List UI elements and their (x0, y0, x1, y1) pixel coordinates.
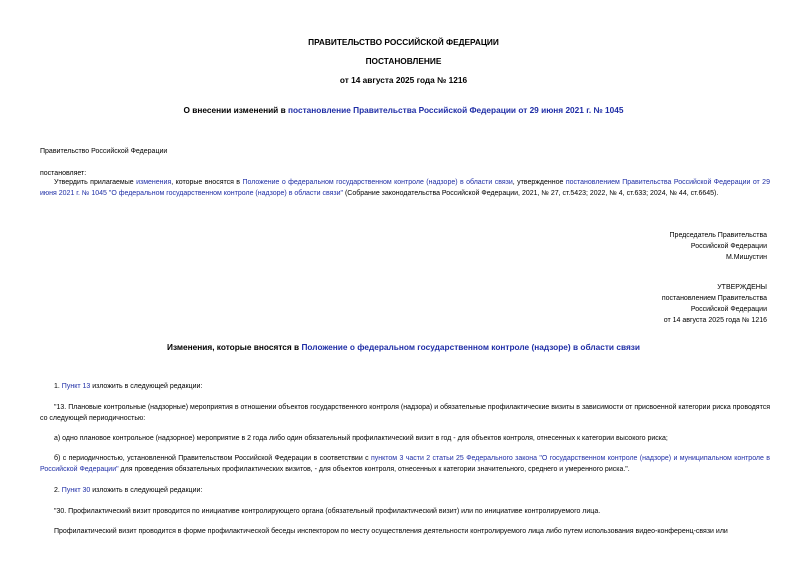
changes-title-link[interactable]: Положение о федеральном государственном контроле (надзоре) в области связи (301, 342, 641, 352)
item-number: 1. (54, 383, 62, 390)
changes-title-prefix: Изменения, которые вносятся в (166, 342, 302, 352)
approval-paragraph (40, 177, 770, 199)
item-2 (40, 485, 770, 496)
title-link-decree-1045[interactable]: постановление Правительства Российской Федерации от 29 июня 2021 г. № 1045 (288, 105, 624, 115)
title-prefix: О внесении изменений в (183, 105, 288, 115)
text-fragment: для проведения обязательных профилактических визитов, - для объектов контроля, отнесенных к категории значительного, среднего и умеренного риска.". (118, 466, 630, 473)
approval-date: от 14 августа 2025 года № 1216 (663, 317, 767, 324)
quote-point-30: "30. Профилактический визит проводится по инициативе контролирующего органа (обязательный профилактический визит) или по инициативе контролируемого лица. (54, 508, 601, 515)
item-1 (40, 381, 770, 392)
signature-title: Председатель Правительства (669, 232, 767, 239)
text-fragment: , которые вносятся в (171, 179, 243, 186)
text-fragment: (Собрание законодательства Российской Федерации, 2021, № 27, ст.5423; 2022, № 4, ст.633; 2024, № 44, ст.6645). (343, 190, 719, 197)
item-number: 2. (54, 487, 62, 494)
link-decree-1045[interactable]: постановлением Правительства Российской Федерации от 29 июня 2021 г. № 1045 "О федеральном государственном контроле (надзоре) в области связи" (40, 179, 770, 197)
issuer-line: Правительство Российской Федерации (40, 148, 168, 155)
document-type-heading: ПОСТАНОВЛЕНИЕ (365, 56, 442, 66)
quote-point-13: "13. Плановые контрольные (надзорные) мероприятия в отношении объектов государственного контроля (надзора) и обязательные профилактические визиты в зависимости от присвоенной категории риска проводятся со следующей периодичностью: (40, 404, 770, 422)
link-point-13[interactable]: Пункт 13 (61, 383, 91, 390)
text-fragment: б) с периодичностью, установленной Правительством Российской Федерации в соответствии с (54, 455, 371, 462)
text-fragment: изложить в следующей редакции: (90, 487, 203, 494)
approval-heading: УТВЕРЖДЕНЫ (717, 284, 767, 291)
text-fragment: , утвержденное (512, 179, 566, 186)
subpoint-b (40, 453, 770, 475)
subpoint-a: а) одно плановое контрольное (надзорное) мероприятие в 2 года либо один обязательный профилактический визит в год - для объектов контроля, отнесенных к категории высокого риска; (54, 435, 668, 442)
approval-line-3: Российской Федерации (690, 306, 767, 313)
signature-title-2: Российской Федерации (690, 243, 767, 250)
link-federal-law-248[interactable]: пунктом 3 части 2 статьи 25 Федерального закона "О государственном контроле (надзоре) и муниципальном контроле в Российской Федерации" (40, 455, 770, 473)
link-regulation[interactable]: Положение о федеральном государственном контроле (надзоре) в области связи (242, 179, 513, 186)
link-point-30[interactable]: Пункт 30 (61, 487, 91, 494)
decree-verb: постановляет: (40, 170, 87, 177)
document-date-number: от 14 августа 2025 года № 1216 (339, 75, 468, 85)
government-heading: ПРАВИТЕЛЬСТВО РОССИЙСКОЙ ФЕДЕРАЦИИ (308, 37, 499, 47)
quote-point-30-continued: Профилактический визит проводится в форме профилактической беседы инспектором по месту осуществления деятельности контролируемого лица либо путем использования видео-конференц-связи или (54, 528, 728, 535)
approval-line-2: постановлением Правительства (661, 295, 767, 302)
changes-title (0, 342, 807, 352)
document-title (0, 105, 807, 115)
approval-stamp (662, 282, 767, 326)
link-changes[interactable]: изменения (136, 179, 172, 186)
text-fragment: изложить в следующей редакции: (90, 383, 203, 390)
signature-name: М.Мишустин (725, 254, 767, 261)
signature-block (670, 230, 767, 263)
text-fragment: Утвердить прилагаемые (54, 179, 137, 186)
